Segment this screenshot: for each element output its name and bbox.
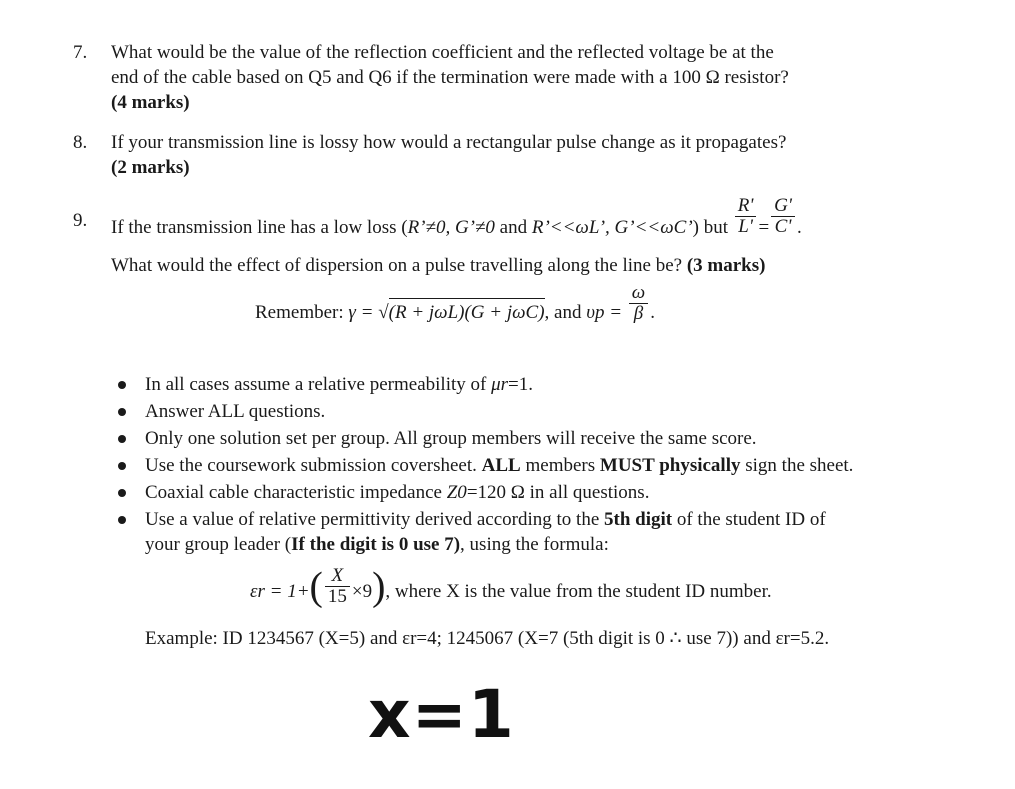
q9-line1-a: If the transmission line has a low loss ( [111,216,408,238]
vp-end: . [650,301,655,323]
q9-line2: What would the effect of dispersion on a pulse travelling along the line be? (3 marks) [111,255,766,276]
formula-left-paren: ( [309,563,323,609]
q9-fraction-gc: $\frac{G'}{C'}$ [771,196,795,237]
q7-text [111,40,941,115]
bullet-icon [118,381,126,389]
bullet-one-solution: Only one solution set per group. All group members will receive the same score. [118,426,978,451]
bullet-icon [118,489,126,497]
remember-label: Remember: [255,301,344,323]
bullet-icon [118,462,126,470]
q7-marks: (4 marks) [111,92,190,113]
formula-right-paren: ) [372,563,386,609]
formula-fraction: $\frac{X}{15}$ [325,566,350,607]
q7-line1: What would be the value of the reflection coefficient and the reflected voltage be at the [111,42,774,63]
bullet-icon [118,408,126,416]
bullet-coversheet: Use the coursework submission coversheet. ALL members MUST physically sign the sheet. [118,453,978,478]
q9-line1-b: and [494,216,532,238]
bullet-icon [118,435,126,443]
q9-fraction-rl: $\frac{R'}{L'}$ [735,196,757,237]
bullet-icon [118,516,126,524]
q9-frac-end: . [796,216,802,238]
q9-line1 [111,196,951,246]
q9-remember [255,283,775,335]
vp-fraction: $\frac{\omega}{\beta}$ [629,283,648,324]
q8-marks: (2 marks) [111,157,190,178]
q7-line2: end of the cable based on Q5 and Q6 if the termination were made with a 100 Ω resistor? [111,67,789,88]
bullet-answer-all: Answer ALL questions. [118,399,978,424]
example-line: Example: ID 1234567 (X=5) and εr=4; 1245067 (X=7 (5th digit is 0 ∴ use 7)) and εr=5.2. [145,628,830,649]
q9-marks: (3 marks) [686,255,766,276]
q8-line1: If your transmission line is lossy how would a rectangular pulse change as it propagates? [111,132,787,153]
q9-number: 9. [73,210,88,231]
bullet-permittivity: Use a value of relative permittivity derived according to the 5th digit of the student ID of your group leader (If the digit is 0 use 7), using the formula: [118,507,978,557]
vp-label: υp = [586,301,623,323]
gamma-rhs: (R + jωL)(G + jωC) [389,298,545,325]
formula-lhs: εr = 1+ [250,580,310,602]
permittivity-formula [250,563,890,622]
bullet-impedance: Coaxial cable characteristic impedance Z0=120 Ω in all questions. [118,480,978,505]
q9-frac-eq: = [758,216,770,238]
q9-line1-c: ) but [692,216,729,238]
instructions-list [118,372,978,557]
q9-cond1: R’≠0, G’≠0 [407,216,495,238]
formula-times: ×9 [351,580,373,602]
gamma-lhs: γ = √ [348,301,389,323]
q9-cond2: R’<<ωL’, G’<<ωC’ [531,216,693,238]
q8-text [111,130,941,180]
q7-number: 7. [73,42,88,63]
bullet-permeability: In all cases assume a relative permeability of μr=1. [118,372,978,397]
formula-where: , where X is the value from the student ID number. [385,580,772,602]
and-text: , and [544,301,582,323]
handwritten-answer: x=1 [368,676,515,753]
q8-number: 8. [73,132,88,153]
